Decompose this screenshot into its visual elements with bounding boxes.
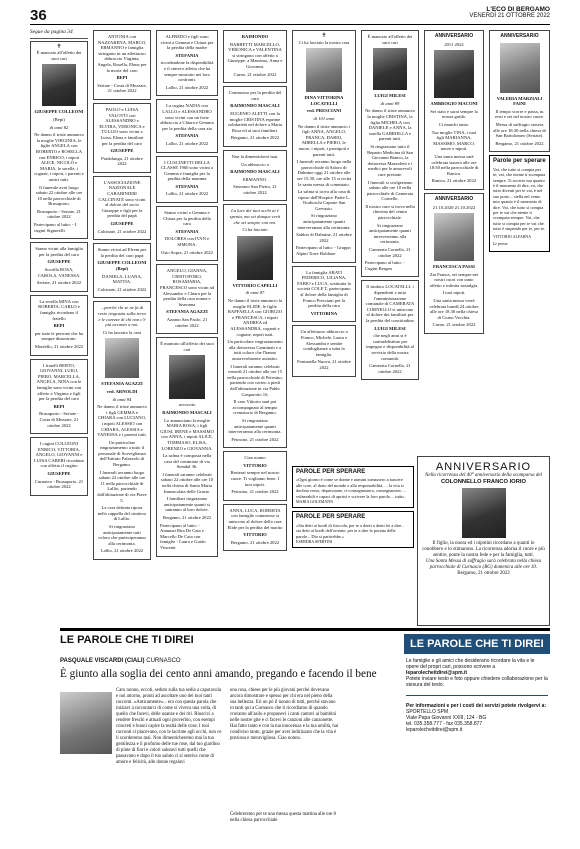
continued-note: Segue da pagina 34 <box>30 30 88 39</box>
deceased-married-name: ved. PRESCIANI <box>306 108 342 114</box>
section-title: LE PAROLE CHE TI DIREI <box>60 634 194 646</box>
parole-author: MARIA GOLEMANN <box>296 499 333 505</box>
parole-boxes <box>292 463 414 623</box>
article-author: PASQUALE VISCARDI (CIALI) <box>60 658 145 664</box>
deceased-name: FRANCESCA PASSI <box>433 264 475 270</box>
promo-text: Le famiglie e gli amici che desiderano ricordare la vita e le opere del propri cari, possono scrivere a <box>406 658 535 670</box>
obituary-colleoni <box>30 41 88 240</box>
condolence-text: Commosso per la perdita del caro <box>228 90 282 101</box>
obit-resting-place: La salma è composta nella casa del commiato di via Stendal 36. <box>162 453 212 470</box>
anniversary-text: Il figlio, la nuora ed i nipotini ricordano a quanti lo conobbero e lo stimarono. La ricorrenza adorna il cuore e più sentire, ponte la nostra fede e per la famiglia, tutti. <box>422 541 545 558</box>
obituary-capelli <box>223 204 287 448</box>
condolence-text: ANTONIA con NAZZARENA, MARCO, ERMANNO e famiglia stringono in un affettuoso abbraccio Virginia, Angela, Rosella, Elena per la morte del caro <box>97 34 147 73</box>
condolence-name: STEFANIA <box>175 52 199 58</box>
condolence-place: Seriate - Costa di Mezzate, 21 ottobre 2022 <box>97 82 147 94</box>
condolence-name: VITTORIO <box>243 532 267 538</box>
condolence-signers: Scorilla ROSA, CAROLA, VANESSA. <box>37 267 81 278</box>
header-rule <box>30 24 550 25</box>
obit-place: Camerata Cornello, 21 ottobre 2022 <box>369 247 411 258</box>
deceased-age: di anni 87 <box>245 290 265 296</box>
obituary-locatelli <box>292 30 356 263</box>
condolence-place: Fontanella Nuova, 21 ottobre 2022 <box>297 359 351 370</box>
condolence-place: Lallio, 21 ottobre 2022 <box>165 140 209 146</box>
condolence-place: Lallio, 21 ottobre 2022 <box>165 84 209 90</box>
condolence-place: Osio Sopra, 21 ottobre 2022 <box>161 249 213 255</box>
condolence-text-2: Resterai sempre nel nostro cuore. Ti vogliamo bene. I tuoi nipoti. <box>230 470 280 487</box>
funeral-info: I funerali avranno luogo sabato 22 ottobre alle ore 11 nella parrocchiale di Lallio, partendo dall'abitazione di via Piave 5. <box>97 469 147 503</box>
parole-per-sperare-side <box>489 155 550 252</box>
obit-intro: È mancato all'affetto dei suoi cari <box>367 34 413 45</box>
article-body-3: Celebreremo per te una messa questa mattina alle ore 8 nella chiesa parrocchiale <box>230 812 336 823</box>
condolence-place: Calcinate, 21 ottobre 2022 <box>97 286 147 292</box>
anniversary-text: Zia Franca, sei sempre nei nostri cuori con tanto affetto e infinita nostalgia. <box>429 271 479 288</box>
anniversary-column-2 <box>489 30 550 450</box>
condolence-17 <box>223 451 287 501</box>
parole-text: «Sia detti ai bordi di fiaccola, per te a denti a denti lei a dire... sia detti ai bordi dell'orrente, per te a dire la portata delle parole... Dio si partirebbe.» <box>296 522 405 539</box>
condolence-place: Camerata Cornello, 21 ottobre 2022 <box>369 363 411 374</box>
condolence-text-2: che negli anni si è contraddistinto per impegno e disponibilità al servizio della nostra comunità. <box>366 333 414 361</box>
condolence-text: L'ASSOCIAZIONE NAZIONALE CARABINIERI CALCINATE sono vicini al dolore del socio Giuseppe e figli per la perdita del papà <box>98 179 146 219</box>
promo-body <box>404 654 550 692</box>
funeral-info: I funerali saranno celebrati sabato 22 ottobre alle ore 10 nella chiesa di Santa Maria Immacolata delle Grazie. <box>160 471 214 494</box>
anniversary-years: 2011 2022 <box>444 41 464 47</box>
condolence-name: BEPI <box>53 323 65 329</box>
obit-mourners: Partecipano al lutto: - I cugini Signorelli <box>34 222 77 233</box>
condolence-text: I fratelli BERTO, GIOVANNI, LUIGI, PIERO, MARCELLA, ANGELA, NINA con le famiglie sono vicini con affetto a Virginia e figli per la perdita del caro <box>36 362 82 402</box>
anniversary-mass-info: Messa di suffragio stasera alle ore 18:30 nella chiesa di San Bartolomeo (Seriate). <box>493 121 546 139</box>
condolence-text: Un affettuoso abbraccio a Franco, Michele, Laura e Alessandra e sentite condoglianze a tutta la famiglia. <box>300 329 348 357</box>
parole-source: Le preste <box>493 241 508 247</box>
condolence-18 <box>223 504 287 552</box>
condolence-11 <box>156 156 218 204</box>
obituary-milesi <box>361 30 419 277</box>
condolence-text: BARBETTI MARCELLO, VERONICA e VALENTINA si stringono con affetto a Giuseppe, a Massimo, Anna e Giovanni. <box>227 41 283 69</box>
condolence-text: ALFREDO e figli sono vicini a Gemma e Chiara per la perdita della madre <box>160 34 214 51</box>
portrait-photo <box>237 236 273 280</box>
article-body-1: Caro nonno, eccoti, seduto sulla tua sedia a capotavola e noi attorno, pronti ad ascoltare uno dei tuoi tanti racconti. «Anticamente»... era con questa parola che iniziavi a raccontarci di come si viveva una volta, di quello che facevi, delle usanze e dei riti. Riuscivi a rendere freschi e attuali ogni proverbio, con esempi concreti e buoni capire la realtà delle cose. I tuoi racconti ci piacevano, con le lacrime agli occhi, non ce li scorderemo mai. Non dimenticheremo mai la tua gentilezza e il profumo delle tue rose, dal tuo giardino di pinte di fiori e colori salutavi tutti quelli che passavano e dopo il tuo saluto ci si sentiva come di amore e felicità, alle donne regalavi <box>116 688 222 765</box>
anniversary-text: Il tempo scorre e passa, tu resti e sei nel nostro cuore. <box>494 108 545 120</box>
deceased-name: GIUSEPPE COLLEONI <box>34 109 84 115</box>
condolence-place: Bergamo, 21 ottobre 2022 <box>230 135 280 141</box>
deceased-name: LUIGI MILESI <box>374 93 406 99</box>
obit-thanks-2: Si ringraziano anticipatamente quanti interverranno alla cerimonia. <box>228 417 282 435</box>
obituary-column-5 <box>292 30 356 460</box>
parole-author: ESERDRA SPERTINI <box>296 539 333 545</box>
promo-divider <box>406 695 548 696</box>
condolence-8 <box>93 243 151 298</box>
condolence-5 <box>93 30 151 100</box>
obit-resting-place: La cara defunta riposa nella cappella del cimitero di Lallio. <box>97 505 147 522</box>
condolence-signers: ERMANNO. <box>242 176 268 182</box>
condolence-name: GIUSEPPE <box>110 221 134 227</box>
anniversary-place: Bergamo, 21 ottobre 2022 <box>495 140 544 146</box>
condolence-name: BEPI <box>116 75 128 81</box>
condolence-name: RAIMONDO MASCALI <box>230 169 280 175</box>
article-headline: È giunto alla soglia dei cento anni amando, pregando e facendo il bene <box>60 668 377 680</box>
obituary-column-4 <box>223 30 287 545</box>
promo-contact <box>404 699 550 737</box>
promo-phone: tel. 035.358.777 - fax 035.358.877 <box>406 721 483 727</box>
promo-title: LE PAROLE CHE TI DIREI <box>404 634 550 654</box>
condolence-text: La cugina NADIA con LALLO e ALESSANDRO sono vicini con un forte abbraccio a Chiara e Gemma per la perdita della cara zia <box>160 103 214 131</box>
anniversary-subtitle: Nella ricorrenza del 40° anniversario della scomparsa del <box>425 473 542 478</box>
obit-text: Ne danno il triste annuncio la moglie ELIDE, le figlie RAFFAELLA con GIORGIO e FRANCESCA, i nipoti ANDREA ed ALESSANDRA, cognati e cognate, nipoti tutti. <box>227 298 283 337</box>
obit-place: Bergamo, 21 ottobre 2022 <box>162 515 212 521</box>
portrait-photo <box>169 355 205 399</box>
condolence-14 <box>223 30 287 83</box>
obit-text: Ne danno il triste annuncio la moglie CRISTINA, la figlia MICHELA con DANIELE e ANNA, la sorella GABRIELLA e parenti tutti. <box>365 108 415 142</box>
condolence-19 <box>292 266 356 323</box>
condolence-text: Ciao nonno <box>244 455 266 461</box>
obituary-column-1 <box>30 30 88 628</box>
anniversary-label: ANNIVERSARIO <box>434 33 474 39</box>
condolence-21 <box>361 280 419 380</box>
cross-icon: ✝ <box>321 33 327 39</box>
section-rule <box>60 628 550 631</box>
condolence-text: Il sindaco LOCATELLI, i dipendenti e tutta l'amministrazione comunale di CAMERATA CORNELLO si uniscono al dolore dei familiari per la perdita del concittadino <box>365 284 415 323</box>
deceased-name: DINA VITTORINA LOCATELLI <box>304 95 344 106</box>
condolence-6 <box>93 103 151 173</box>
deceased-name: VITTORIO CAPELLI <box>232 282 278 288</box>
portrait-photo <box>462 488 506 538</box>
obit-text: Ne danno il triste annuncio la moglie VIRGINIA, le figlie ANGELA con ROBERTO e ROSELLA con ENRICO, i nipoti ALICE, NICOLÒ e MARIA, le sorelle, i cognati, i nipoti, i parenti e amici tutti. <box>34 132 84 182</box>
condolence-10 <box>156 99 218 152</box>
deceased-name: VALERIA MARZIALI FAINI <box>496 95 543 107</box>
article-body-2: una rosa, chiese per le più giovani perché dovevano ancora dimostrare e spesso per chi era nel pieno della sua bellezza. Eri un pò il nonno di tutti, perché stavano in tanti qui a Curnasco che ti ricordiamo di quando cravamo all'asilo e proponevi i canti cantavi ai bambini nelle nostre gite e ci facevi le canzoni alle canzonette. Hai fatto tanto e con la tua innocenza e la tua umiltà, hai condiviso tanto, grazie per aver indirizzato che la vita è preziosa e meravigliosa. Ciao nonno. <box>230 688 339 741</box>
condolence-place: Brusaporto - Seriate - Costa di Mezzate, 21 ottobre 2022 <box>39 411 79 428</box>
obit-thanks: Si ringraziano tutto il Reparto Medicina di San Giovanni Bianco, la dottoressa Mazzoleni e i medici per le amorevoli cure prestate. <box>367 143 413 177</box>
condolence-name: STEFANIA <box>175 133 199 139</box>
condolence-name: BEPI <box>53 403 65 409</box>
anniversary-label: ANNIVERSARIO <box>434 195 474 202</box>
anniversary-iorio <box>417 456 550 626</box>
condolence-text: La sorella MINA con ROBERTA, CARLO e famiglia ricordano il fratello <box>38 298 80 321</box>
obit-resting-place: Il nostro caro si trova nella chiesina del centro parrocchiale. <box>365 203 415 221</box>
portrait-photo <box>105 338 139 378</box>
deceased-age: di anni 89 <box>380 100 400 106</box>
parole-author: VITTORIO ALFARNA <box>493 233 532 239</box>
obit-thanks-2: Si ringraziano anticipatamente tutti coloro che parteciperanno alla cerimonia. <box>98 524 146 546</box>
condolence-3 <box>30 359 88 435</box>
funeral-info: Il funerale avrà luogo sabato 22 ottobre alle ore 10 nella parrocchiale di Brusaporto. <box>35 184 83 207</box>
parole-title: PAROLE PER SPERARE <box>296 469 366 475</box>
condolence-text: Non la dimenticheró mai. <box>231 153 279 159</box>
parole-text: «Ogni giorno è come se donne e uomini tornassero a nascere alle cose, al dono del mondo e alla responsabilità, ... la vita si declina verso, depressione, ri-consegnassero, consegnassero ... vulnerabili e capaci di aprirsi e scrivere la loro parola ... tutti». <box>296 477 406 499</box>
anniversary-text-2: Ci manchi tanto. <box>438 121 470 127</box>
obit-intro: Ci ha lasciato la cara <box>102 329 142 335</box>
obit-text: Ne danno il triste annuncio i figli GEMMA e CHIARA con LUCIANO, i nipoti ALESSIO con CHIARA, ALESSIA e VANESSA e i parenti tutti. <box>97 404 147 438</box>
anniversary-place: Ranica, 21 ottobre 2022 <box>431 178 477 184</box>
condolence-name: STEFANIA <box>175 183 199 189</box>
condolence-text: I CUSCINETTI DELLA CLASSE 1960 sono vicini a Gemma e famiglia per la perdita della mamma <box>160 159 214 182</box>
parole-title: PAROLE PER SPERARE <box>296 514 366 521</box>
portrait-photo <box>434 50 474 98</box>
promo-text-2: Potete inviare testo e foto oppure chiedere collaborazione per la stesura del testo. <box>406 676 548 688</box>
condolence-name: RAIMONDO <box>241 34 269 39</box>
promo-email-link[interactable]: leparolecheitdirei@spm.it <box>406 670 468 676</box>
obit-place: Sabbio di Dalmine, 21 ottobre 2022 <box>296 232 352 243</box>
promo-info-title: Per informazioni e per i costi dei servizi potete rivolgervi a: <box>406 703 547 709</box>
condolence-place: Seriate, 21 ottobre 2022 <box>36 280 82 286</box>
obit-thanks: Si ringraziano anticipatamente quanti interverranno alla cerimonia. <box>297 213 351 230</box>
promo-email-link-2[interactable]: leparolecheitdirei@spm.it <box>406 727 463 733</box>
anniversary-place: Curno, 21 ottobre 2022 <box>432 322 476 328</box>
cross-icon: ✝ <box>56 43 62 50</box>
promo-box <box>404 634 550 834</box>
page-number: 36 <box>30 7 47 24</box>
condolence-text-2: per tutte le persone che ha sempre dimostrato. <box>34 330 84 342</box>
anniversary-signers: I tuoi nipoti. <box>442 290 466 296</box>
anniversary-column-1 <box>424 30 484 450</box>
anniversary-place: Bergamo, 21 ottobre 2022 <box>457 571 510 576</box>
condolence-place: Calcinate, 21 ottobre 2022 <box>97 228 147 234</box>
parole-box-2 <box>292 511 414 548</box>
obit-place: Lallio, 21 ottobre 2022 <box>100 548 144 554</box>
obit-cremation: Il caro Vittorio sarà poi accompagnato al tempio crematorio di Bergamo. <box>232 399 278 416</box>
publication-date: VENERDÌ 21 OTTOBRE 2022 <box>469 13 550 19</box>
anniversary-mass-info: Una Santa Messa di suffragio sarà celebrata nella chiesa parrocchiale di Curnasco (BG) domenica alle ore 10. <box>425 559 542 570</box>
condolence-name: GIUSEPPE <box>110 148 134 154</box>
anniversary-maconi <box>424 30 484 190</box>
obituary-column-2 <box>93 30 151 628</box>
condolence-name: STEFANIA <box>175 228 199 234</box>
obit-intro: Ci ha lasciato la nostra cara <box>298 39 350 45</box>
condolence-name: GIUSEPPE <box>47 471 71 477</box>
condolence-text: ANNA, LUCA, ROBERTA con famiglie commosse si uniscono al dolore della cara Elide per la perdita del marito <box>227 507 283 530</box>
parole-title: Parole per sperare <box>493 158 546 165</box>
condolence-text: La famiglia ABATI FEDERICO, LILIANA, FABIO e LUCA, sostituita la società COLE T, partecipano al dolore della famiglia di Franco Presciani per la perdita della cara <box>297 269 351 309</box>
condolence-text: I cugini COLLEONI ENRICO, VITTORIA, ANGELO, GIOVANNI e LUISA CARERI ricordano con affetto il cugino <box>34 441 85 469</box>
condolence-text: ANGELO, GIANNA, CRISTOFORO, ROSAMARIA, FRANCESCO sono vicini ad Alessandro e Chiara per la perdita della cara nonna e bisnonna <box>160 268 214 307</box>
condolence-name: RAIMONDO MASCALI <box>230 103 280 109</box>
article-photo <box>60 692 112 754</box>
obit-thanks: Un particolare ringraziamento alla dottoressa Carminati e a tutti coloro che l'hanno amorevolmente assistito. <box>227 339 283 361</box>
publication-name: L'ECO DI BERGAMO <box>486 6 550 13</box>
obit-quote: ...perché chi se ne fa di resto ringrazia sulla terra e le carezze di chi non c'è più accanto a noi. <box>98 305 146 328</box>
article-author-location: CURNASCO <box>146 658 181 664</box>
condolence-place: Lallio, 21 ottobre 2022 <box>165 191 209 197</box>
condolence-name: GIUSEPPE COLLEONI (Bepi) <box>97 260 147 271</box>
condolence-signers: DOLORES con IVAN e SIMONA. <box>164 236 210 248</box>
condolence-name: LUIGI MILESI <box>374 325 406 331</box>
condolence-15 <box>223 86 287 147</box>
condolence-place: Curno, 21 ottobre 2022 <box>233 71 277 77</box>
obituary-column-3 <box>156 30 218 628</box>
condolence-text: Siamo vicini alla famiglia per la perdita del caro <box>35 246 83 257</box>
obituary-agazzi <box>93 301 151 560</box>
obit-place: Brusaporto - Seriate, 21 ottobre 2022 <box>37 208 81 220</box>
deceased-name: RAIMONDO MASCALI <box>162 409 212 415</box>
obit-text: Ne danno il triste annuncio i figli ANNA, ANGELO, FRANCA, DARIO, MIRELLA e PIERO, le nuore, i nipoti, i pronipoti e parenti tutti. <box>297 123 351 157</box>
condolence-signers: DANIELA, LUANA, MATTIA. <box>102 273 142 285</box>
deceased-age: di anni 94 <box>112 396 132 402</box>
condolence-text: Siamo vicini a Gemma e Chiara per la perdita della cara <box>163 210 211 227</box>
anniversary-label: ANNIVERSARIO <box>435 461 532 473</box>
obit-intro: È mancato all'affetto dei suoi cari <box>160 341 214 352</box>
funeral-info: I funerali saranno celebrati venerdì 21 ottobre alle ore 15 nella parrocchiale di Petosino, partendo con corteo a piedi dall'abitazione in via Pablo Gasparotto 16. <box>227 363 283 397</box>
publication-header <box>469 6 550 20</box>
portrait-photo <box>434 213 474 261</box>
condolence-place: Petosino, 21 ottobre 2022 <box>231 489 279 495</box>
portrait-photo <box>500 43 540 93</box>
condolence-7 <box>93 176 151 240</box>
anniversary-passi <box>424 193 484 334</box>
condolence-text-2: ricordandone la disponibilità e il sincero affetto che ha sempre mostrato nei loro confronti. <box>160 60 214 83</box>
anniversary-label: ANNIVERSARIO <box>500 33 539 39</box>
condolence-text: Siamo vicini ad Efrem per la perdita del caro papà <box>97 247 147 258</box>
condolence-place: Pradalunga, 21 ottobre 2022 <box>101 155 143 167</box>
deceased-name: COLONNELLO FRANCO IORIO <box>440 479 527 485</box>
obit-intro: È mancato all'affetto dei suoi cari <box>36 50 82 61</box>
condolence-2 <box>30 295 88 356</box>
obit-place: Petosino, 21 ottobre 2022 <box>231 436 279 442</box>
funeral-info: I funerali avranno luogo nella parrocchiale di Saloro di Dalmine oggi 21 ottobre alle ore 15.30, ore alle 15 si recita la santa messa di commiato. <box>296 159 352 187</box>
condolence-4 <box>30 437 88 496</box>
obit-mourners: Partecipano al lutto: - Gruppo Alpini Torre Boldone <box>296 245 351 257</box>
anniversary-mass-info: Una santa messa verrà celebrata lunedì 24 ottobre alle ore 18.30 nella chiesa di Curno Vecchia. <box>429 298 479 320</box>
parole-box-1 <box>292 466 414 508</box>
obit-quote: La luce dei tuoi occhi ai è spenta, ma sei dunque certi che sei sempre con noi. <box>229 208 281 225</box>
anniversary-text: Sei stato e sarai sempre la nostra guida. <box>430 108 478 120</box>
obit-thanks-2: Si ringraziano anticipatamente quanti interverranno alla cerimonia. <box>369 222 411 245</box>
anniversary-faini <box>489 30 550 152</box>
anniversary-mass-info: Una santa messa sarà celebrata stasera alle ore 18:30 nella parrocchiale di Ranica. <box>429 153 479 176</box>
condolence-text-2: Un abbraccio a <box>241 161 269 167</box>
portrait-photo <box>42 64 76 106</box>
portrait-photo <box>373 48 407 90</box>
obituary-mascali <box>156 337 218 556</box>
obit-mourners: Partecipano al lutto: - Annunzi Rita De Cata e Marcello De Cata con famiglie - Laura e Guido Vincenti <box>160 522 206 550</box>
obituary-column-6 <box>361 30 419 460</box>
condolence-name: VITTORINA <box>310 310 338 316</box>
condolence-13 <box>156 264 218 334</box>
condolence-name: GIUSEPPE <box>47 259 71 265</box>
condolence-place: Stezzano San Pietro, 21 ottobre 2022 <box>233 184 277 195</box>
condolence-text-2: EUGENIO ALETTI con la moglie CRISTINA esprime solidarietà nel dolore a Maria Rosa ed ai suoi familiari. <box>227 110 283 133</box>
condolence-place: Montello, 21 ottobre 2022 <box>34 343 84 349</box>
obit-mourners: Partecipano al lutto: - Cugini Bergen <box>365 260 405 271</box>
deceased-married-name: ved. ARNOLDI <box>106 388 138 394</box>
deceased-alias: (Bepi) <box>53 116 65 122</box>
obit-thanks: I familiari ringraziano anticipatamente quanti si uniranno al loro dolore. <box>164 496 210 513</box>
condolence-12 <box>156 206 218 261</box>
obit-resting-place: La salma si trova alla casa di riposo dell'Hospice Padre L. Tiraboschi Caprate San Gervasio. <box>297 189 351 211</box>
condolence-place: Bergamo, 21 ottobre 2022 <box>230 539 280 545</box>
condolence-1 <box>30 242 88 292</box>
obit-thanks: Un particolare ringraziamento a tutto il personale di Sorveglianza dell'Istituto Palazzolo di Bergamo. <box>98 439 146 468</box>
funeral-info: I funerali si svolgeranno sabato alle ore 10 nella parrocchiale di Camerata Cornello. <box>366 179 414 202</box>
condolence-place: Curnasco - Brusaporto, 21 ottobre 2022 <box>34 478 84 490</box>
parole-text: Vai, che tutto si compia per te; vai, che niente ti scompaia sempre. Ti accerto ma quanto è il momento di dire, va, che tutto diventi per te vai, è nel suo porto... stella nel vento mio quanto è il momento di dire. Vai, che tutto si compia per te vai che niente ti scompaia sempre. Vai, che tutto si compia per te vai che tutto è stupendo per te, per te. <box>493 166 546 232</box>
promo-address: Viale Papa Giovanni XXIII, 124 - BG <box>406 715 487 721</box>
anniversary-signers: Tua moglie TINA, i tuoi figli MARIANNA, MASSIMO, MARCO, nuore e nipoti. <box>431 129 477 152</box>
condolence-text: PAOLO e LUISA VALOTTI con ALESSANDRO e ELVIRA, VERONICA e TULLIO sono vicini a Luisa, Elena e familiari per la perdita del caro <box>99 106 145 146</box>
condolence-place: Azzano San Paolo, 21 ottobre 2022 <box>166 316 208 328</box>
deceased-age: di 101 anni <box>313 115 335 121</box>
condolence-16 <box>223 150 287 202</box>
condolence-20 <box>292 325 356 376</box>
deceased-name: AMBROGIO MACONI <box>430 101 478 107</box>
promo-office: SPORTELLO SPM <box>406 709 449 715</box>
deceased-age: di anni 82 <box>49 124 69 130</box>
anniversary-years: 21.10.2020 21.10.2022 <box>432 204 476 210</box>
condolence-name: VITTORIO <box>243 462 267 468</box>
portrait-photo <box>306 48 342 92</box>
condolence-9 <box>156 30 218 96</box>
obit-intro: Ci ha lasciato <box>242 227 268 233</box>
deceased-title: avvocato <box>178 402 196 408</box>
article-byline <box>60 658 181 664</box>
condolence-name: STEFANIA AGAZZI <box>166 309 208 315</box>
obit-text: Lo annunciano la moglie MARIA ROSA, i figli GIUSI, IRENE e MASSIMO con ANNA, i nipoti ALICE, TOMMASO, ELISA, LORENZO e GIOVANNA. <box>160 417 214 451</box>
deceased-name: STEFANIA AGAZZI <box>101 381 143 387</box>
